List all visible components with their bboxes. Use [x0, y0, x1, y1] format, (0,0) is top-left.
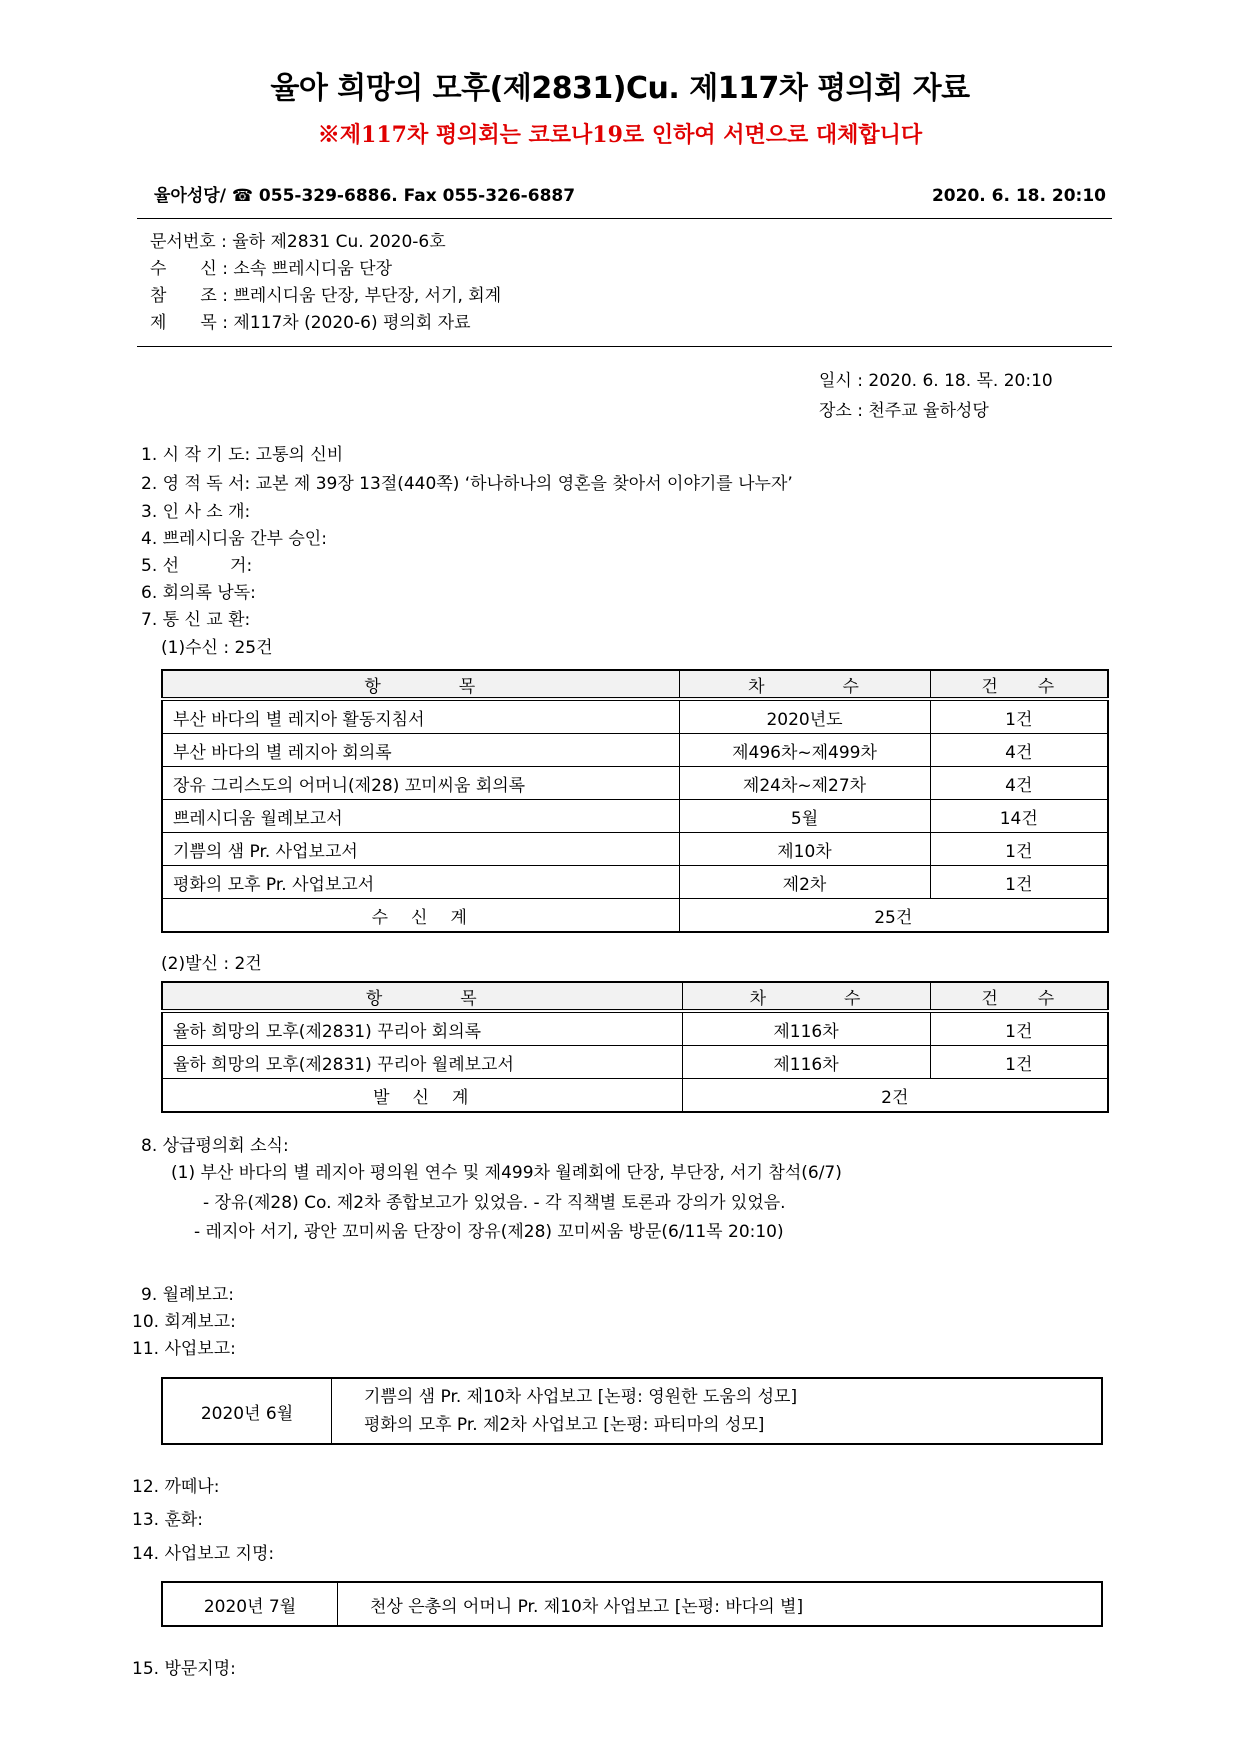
assign-month: 2020년 7월	[162, 1582, 338, 1626]
agenda-item: 12. 까떼나:	[132, 1477, 220, 1497]
agenda-item: 4. 쁘레시디움 간부 승인:	[141, 529, 327, 549]
agenda-item: 6. 회의록 낭독:	[141, 583, 256, 603]
agenda-item: 13. 훈화:	[132, 1510, 204, 1530]
table-row	[162, 866, 1108, 899]
meta-label: 문서번호	[150, 232, 216, 252]
header-cell: 항 목	[162, 670, 679, 699]
cell: 제10차	[679, 833, 930, 866]
cell: 부산 바다의 별 레지아 활동지침서	[162, 699, 679, 734]
received-table	[161, 669, 1109, 933]
cell: 1건	[930, 1046, 1108, 1079]
sent-caption: (2)발신 : 2건	[161, 954, 262, 974]
item-8-line: - 장유(제28) Co. 제2차 종합보고가 있었음. - 각 직책별 토론과 강의가 있었음.	[203, 1193, 786, 1213]
agenda-item: 7. 통 신 교 환:	[141, 610, 251, 630]
agenda-item: 14. 사업보고 지명:	[132, 1544, 275, 1564]
agenda-item: 3. 인 사 소 개:	[141, 502, 251, 522]
report-line: 평화의 모후 Pr. 제2차 사업보고 [논평: 파티마의 성모]	[364, 1415, 765, 1435]
document-date: 2020. 6. 18. 20:10	[931, 186, 1106, 206]
report-line: 기쁨의 샘 Pr. 제10차 사업보고 [논평: 영원한 도움의 성모]	[364, 1387, 798, 1407]
total-label: 수 신 계	[162, 899, 679, 933]
meta-value: 소속 쁘레시디움 단장	[233, 259, 393, 279]
agenda-item: 10. 회계보고:	[132, 1312, 236, 1332]
cell: 4건	[930, 734, 1108, 767]
cell: 평화의 모후 Pr. 사업보고서	[162, 866, 679, 899]
cell: 제2차	[679, 866, 930, 899]
table-row	[162, 833, 1108, 866]
meta-value: 제117차 (2020-6) 평의회 자료	[233, 313, 471, 333]
meta-label: 참 조	[150, 286, 217, 306]
sent-table	[161, 981, 1109, 1113]
header-cell: 차 수	[679, 670, 930, 699]
total-label: 발 신 계	[162, 1079, 682, 1113]
meta-value: 쁘레시디움 단장, 부단장, 서기, 회계	[233, 286, 502, 306]
cell: 1건	[930, 833, 1108, 866]
cell: 5월	[679, 800, 930, 833]
header-cell: 건 수	[930, 982, 1108, 1011]
meta-label: 제 목	[150, 313, 217, 333]
meta-label: 수 신	[150, 259, 217, 279]
cell: 제496차~제499차	[679, 734, 930, 767]
table-row	[162, 1046, 1108, 1079]
cell: 율하 희망의 모후(제2831) 꾸리아 회의록	[162, 1011, 682, 1046]
cell: 2020년도	[679, 699, 930, 734]
document-title: 율아 희망의 모후(제2831)Cu. 제117차 평의회 자료	[270, 71, 970, 106]
cell: 기쁨의 샘 Pr. 사업보고서	[162, 833, 679, 866]
agenda-item: 5. 선 거:	[141, 556, 253, 576]
agenda-item: 15. 방문지명:	[132, 1659, 236, 1679]
meeting-place: 장소 : 천주교 율하성당	[819, 401, 989, 421]
table-row	[162, 800, 1108, 833]
divider	[137, 346, 1112, 347]
header-cell: 항 목	[162, 982, 682, 1011]
cell: 4건	[930, 767, 1108, 800]
cell: 1건	[930, 866, 1108, 899]
cell: 1건	[930, 699, 1108, 734]
cell: 제24차~제27차	[679, 767, 930, 800]
meeting-time: 일시 : 2020. 6. 18. 목. 20:10	[819, 371, 1053, 391]
header-cell: 건 수	[930, 670, 1108, 699]
table-row	[162, 1011, 1108, 1046]
divider	[137, 218, 1112, 219]
cell: 장유 그리스도의 어머니(제28) 꼬미씨움 회의록	[162, 767, 679, 800]
agenda-item: 1. 시 작 기 도: 고통의 신비	[141, 445, 344, 465]
item-8-line: - 레지아 서기, 광안 꼬미씨움 단장이 장유(제28) 꼬미씨움 방문(6/11목 20:10)	[194, 1222, 784, 1242]
contact-info: 율아성당/ ☎ 055-329-6886. Fax 055-326-6887	[154, 186, 576, 206]
total-row	[162, 1079, 1108, 1113]
total-value: 2건	[682, 1079, 1108, 1113]
meta-value: 율하 제2831 Cu. 2020-6호	[232, 232, 446, 252]
table-row	[162, 699, 1108, 734]
cell: 율하 희망의 모후(제2831) 꾸리아 월례보고서	[162, 1046, 682, 1079]
table-row	[162, 734, 1108, 767]
table-row	[162, 767, 1108, 800]
cell: 제116차	[682, 1011, 930, 1046]
total-row	[162, 899, 1108, 933]
cell: 부산 바다의 별 레지아 회의록	[162, 734, 679, 767]
header-cell: 차 수	[682, 982, 930, 1011]
agenda-item: 2. 영 적 독 서: 교본 제 39장 13절(440쪽) ‘하나하나의 영혼을 찾아서 이야기를 나누자’	[141, 474, 793, 494]
total-value: 25건	[679, 899, 1108, 933]
cell: 1건	[930, 1011, 1108, 1046]
cell: 쁘레시디움 월례보고서	[162, 800, 679, 833]
assign-line: 천상 은총의 어머니 Pr. 제10차 사업보고 [논평: 바다의 별]	[338, 1582, 1103, 1626]
report-month: 2020년 6월	[162, 1378, 332, 1444]
table-header	[162, 982, 1108, 1011]
item-8-line: (1) 부산 바다의 별 레지아 평의원 연수 및 제499차 월례회에 단장, 부단장, 서기 참석(6/7)	[171, 1163, 842, 1183]
agenda-item: 11. 사업보고:	[132, 1339, 236, 1359]
table-header	[162, 670, 1108, 699]
cell: 제116차	[682, 1046, 930, 1079]
assignment-box	[161, 1581, 1103, 1627]
received-caption: (1)수신 : 25건	[161, 638, 273, 658]
business-report-box	[161, 1377, 1103, 1445]
cell: 14건	[930, 800, 1108, 833]
notice: ※제117차 평의회는 코로나19로 인하여 서면으로 대체합니다	[317, 122, 923, 148]
item-8-title: 8. 상급평의회 소식:	[141, 1136, 289, 1156]
agenda-item: 9. 월례보고:	[141, 1285, 235, 1305]
